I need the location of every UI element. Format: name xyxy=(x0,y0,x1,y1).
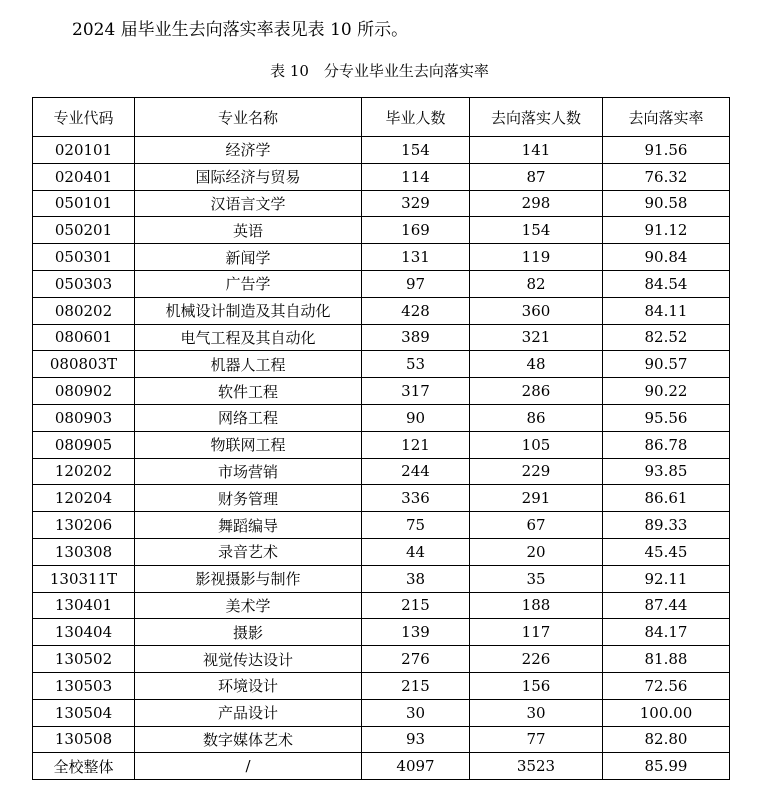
cell-major-code: 130503 xyxy=(33,672,135,699)
cell-major-code: 050101 xyxy=(33,190,135,217)
cell-major-code: 120202 xyxy=(33,458,135,485)
cell-graduates: 244 xyxy=(362,458,470,485)
cell-placed: 20 xyxy=(470,538,603,565)
cell-placed: 141 xyxy=(470,137,603,164)
cell-placed: 30 xyxy=(470,699,603,726)
cell-major-name: 国际经济与贸易 xyxy=(135,163,362,190)
cell-major-code: 080902 xyxy=(33,378,135,405)
table-row xyxy=(33,672,730,699)
table-row xyxy=(33,565,730,592)
table-row xyxy=(33,163,730,190)
cell-placed: 87 xyxy=(470,163,603,190)
table-row xyxy=(33,190,730,217)
table-row xyxy=(33,538,730,565)
table-row xyxy=(33,378,730,405)
cell-graduates: 121 xyxy=(362,431,470,458)
table-row xyxy=(33,404,730,431)
cell-placement-rate: 95.56 xyxy=(603,404,730,431)
cell-placement-rate: 90.58 xyxy=(603,190,730,217)
cell-placed: 86 xyxy=(470,404,603,431)
cell-major-name: 软件工程 xyxy=(135,378,362,405)
cell-major-name: 机械设计制造及其自动化 xyxy=(135,297,362,324)
cell-graduates: 90 xyxy=(362,404,470,431)
table-total-row xyxy=(33,753,730,780)
cell-placement-rate: 91.12 xyxy=(603,217,730,244)
cell-major-code: 全校整体 xyxy=(33,753,135,780)
cell-placement-rate: 82.52 xyxy=(603,324,730,351)
table-row xyxy=(33,512,730,539)
cell-graduates: 53 xyxy=(362,351,470,378)
cell-placement-rate: 84.11 xyxy=(603,297,730,324)
cell-major-name: 英语 xyxy=(135,217,362,244)
cell-placement-rate: 89.33 xyxy=(603,512,730,539)
cell-placed: 321 xyxy=(470,324,603,351)
cell-major-name: 电气工程及其自动化 xyxy=(135,324,362,351)
cell-major-code: 050301 xyxy=(33,244,135,271)
header-major-code: 专业代码 xyxy=(33,98,135,137)
cell-graduates: 276 xyxy=(362,646,470,673)
table-row xyxy=(33,485,730,512)
cell-placement-rate: 100.00 xyxy=(603,699,730,726)
cell-major-name: 市场营销 xyxy=(135,458,362,485)
cell-placed: 360 xyxy=(470,297,603,324)
cell-placement-rate: 87.44 xyxy=(603,592,730,619)
cell-placement-rate: 76.32 xyxy=(603,163,730,190)
cell-major-code: 050201 xyxy=(33,217,135,244)
cell-major-name: 美术学 xyxy=(135,592,362,619)
cell-major-code: 130206 xyxy=(33,512,135,539)
cell-placed: 226 xyxy=(470,646,603,673)
cell-placed: 156 xyxy=(470,672,603,699)
cell-major-name: 摄影 xyxy=(135,619,362,646)
table-row xyxy=(33,217,730,244)
cell-graduates: 114 xyxy=(362,163,470,190)
table-row xyxy=(33,646,730,673)
cell-placement-rate: 92.11 xyxy=(603,565,730,592)
cell-major-name: 汉语言文学 xyxy=(135,190,362,217)
cell-major-code: 130308 xyxy=(33,538,135,565)
header-placed: 去向落实人数 xyxy=(470,98,603,137)
table-row xyxy=(33,270,730,297)
cell-placed: 188 xyxy=(470,592,603,619)
header-placement-rate: 去向落实率 xyxy=(603,98,730,137)
cell-major-code: 130311T xyxy=(33,565,135,592)
cell-placed: 82 xyxy=(470,270,603,297)
table-row xyxy=(33,458,730,485)
header-major-name: 专业名称 xyxy=(135,98,362,137)
cell-placement-rate: 90.57 xyxy=(603,351,730,378)
cell-graduates: 38 xyxy=(362,565,470,592)
cell-major-name: 网络工程 xyxy=(135,404,362,431)
cell-graduates: 44 xyxy=(362,538,470,565)
cell-placement-rate: 90.84 xyxy=(603,244,730,271)
cell-placement-rate: 93.85 xyxy=(603,458,730,485)
cell-placement-rate: 86.78 xyxy=(603,431,730,458)
cell-major-code: 130404 xyxy=(33,619,135,646)
cell-major-name: 机器人工程 xyxy=(135,351,362,378)
cell-major-code: 130508 xyxy=(33,726,135,753)
cell-major-name: 视觉传达设计 xyxy=(135,646,362,673)
cell-major-name: 新闻学 xyxy=(135,244,362,271)
cell-placed: 35 xyxy=(470,565,603,592)
cell-placement-rate: 85.99 xyxy=(603,753,730,780)
cell-major-name: / xyxy=(135,753,362,780)
cell-placement-rate: 91.56 xyxy=(603,137,730,164)
cell-graduates: 389 xyxy=(362,324,470,351)
table-row xyxy=(33,592,730,619)
cell-graduates: 139 xyxy=(362,619,470,646)
cell-major-code: 080903 xyxy=(33,404,135,431)
cell-placed: 117 xyxy=(470,619,603,646)
cell-major-code: 130401 xyxy=(33,592,135,619)
cell-placement-rate: 84.54 xyxy=(603,270,730,297)
cell-placement-rate: 82.80 xyxy=(603,726,730,753)
table-row xyxy=(33,619,730,646)
cell-major-code: 130502 xyxy=(33,646,135,673)
cell-major-name: 舞蹈编导 xyxy=(135,512,362,539)
cell-graduates: 428 xyxy=(362,297,470,324)
cell-graduates: 336 xyxy=(362,485,470,512)
cell-placed: 67 xyxy=(470,512,603,539)
cell-major-code: 080202 xyxy=(33,297,135,324)
cell-placed: 286 xyxy=(470,378,603,405)
cell-major-code: 050303 xyxy=(33,270,135,297)
table-caption: 表 10 分专业毕业生去向落实率 xyxy=(270,62,489,80)
cell-major-code: 080803T xyxy=(33,351,135,378)
cell-placement-rate: 86.61 xyxy=(603,485,730,512)
cell-placed: 154 xyxy=(470,217,603,244)
cell-major-name: 数字媒体艺术 xyxy=(135,726,362,753)
cell-major-name: 影视摄影与制作 xyxy=(135,565,362,592)
cell-placed: 105 xyxy=(470,431,603,458)
cell-graduates: 329 xyxy=(362,190,470,217)
table-row xyxy=(33,351,730,378)
cell-graduates: 30 xyxy=(362,699,470,726)
table-row xyxy=(33,431,730,458)
table-header-row xyxy=(33,98,730,137)
cell-placed: 119 xyxy=(470,244,603,271)
cell-placed: 229 xyxy=(470,458,603,485)
cell-graduates: 169 xyxy=(362,217,470,244)
placement-rate-table xyxy=(32,97,730,780)
cell-graduates: 154 xyxy=(362,137,470,164)
cell-placed: 298 xyxy=(470,190,603,217)
table-row xyxy=(33,324,730,351)
cell-placed: 291 xyxy=(470,485,603,512)
cell-placed: 3523 xyxy=(470,753,603,780)
cell-major-code: 020401 xyxy=(33,163,135,190)
cell-graduates: 317 xyxy=(362,378,470,405)
cell-placement-rate: 84.17 xyxy=(603,619,730,646)
cell-placed: 77 xyxy=(470,726,603,753)
cell-major-code: 130504 xyxy=(33,699,135,726)
cell-graduates: 215 xyxy=(362,672,470,699)
table-row xyxy=(33,137,730,164)
cell-major-name: 财务管理 xyxy=(135,485,362,512)
cell-major-code: 080905 xyxy=(33,431,135,458)
cell-graduates: 131 xyxy=(362,244,470,271)
cell-graduates: 75 xyxy=(362,512,470,539)
cell-placement-rate: 90.22 xyxy=(603,378,730,405)
cell-graduates: 93 xyxy=(362,726,470,753)
cell-major-name: 录音艺术 xyxy=(135,538,362,565)
cell-placement-rate: 72.56 xyxy=(603,672,730,699)
header-graduates: 毕业人数 xyxy=(362,98,470,137)
cell-major-code: 020101 xyxy=(33,137,135,164)
cell-major-name: 产品设计 xyxy=(135,699,362,726)
cell-major-name: 环境设计 xyxy=(135,672,362,699)
cell-major-code: 080601 xyxy=(33,324,135,351)
cell-major-name: 经济学 xyxy=(135,137,362,164)
table-row xyxy=(33,699,730,726)
intro-paragraph: 2024 届毕业生去向落实率表见表 10 所示。 xyxy=(72,20,409,40)
cell-placed: 48 xyxy=(470,351,603,378)
cell-major-name: 物联网工程 xyxy=(135,431,362,458)
table-row xyxy=(33,726,730,753)
cell-graduates: 4097 xyxy=(362,753,470,780)
cell-placement-rate: 45.45 xyxy=(603,538,730,565)
cell-graduates: 215 xyxy=(362,592,470,619)
table-row xyxy=(33,297,730,324)
table-row xyxy=(33,244,730,271)
cell-major-name: 广告学 xyxy=(135,270,362,297)
cell-major-code: 120204 xyxy=(33,485,135,512)
cell-placement-rate: 81.88 xyxy=(603,646,730,673)
cell-graduates: 97 xyxy=(362,270,470,297)
